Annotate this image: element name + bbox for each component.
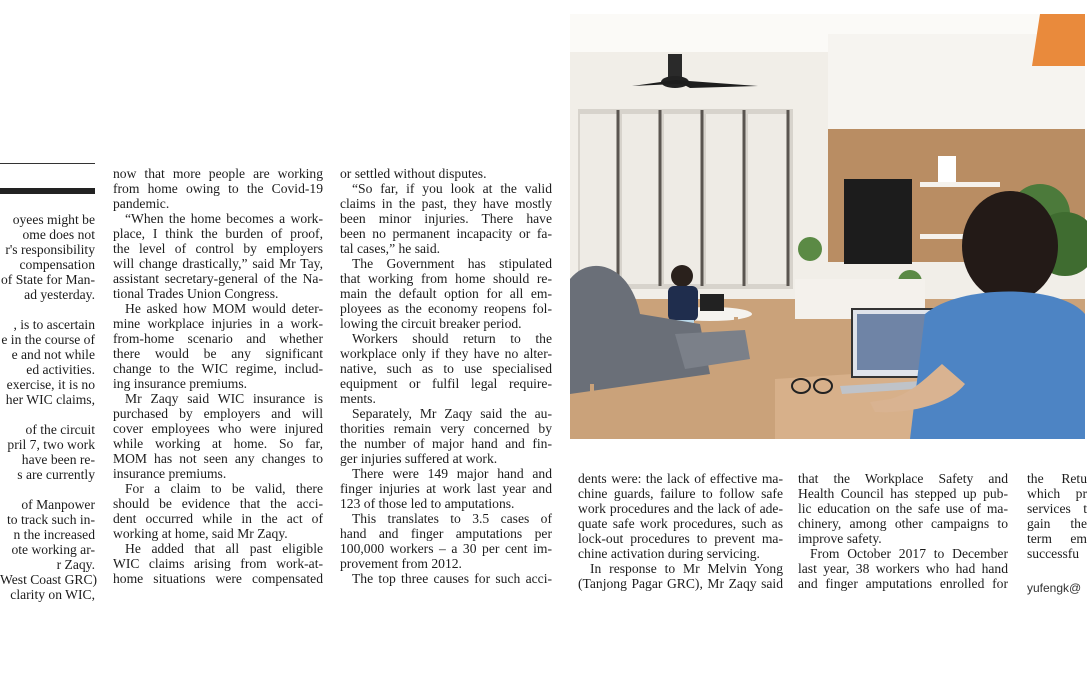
text-line: main the default option for all em- [340,286,552,301]
text-line [0,407,95,422]
text-line: home situations were compensated [113,571,323,586]
text-line: ger injuries suffered at work. [340,451,498,466]
text-line: equipment or fulfil legal require- [340,376,552,391]
text-line: ed activities. [26,362,95,377]
text-line: He added that all past eligible [125,541,323,556]
text-line: This translates to 3.5 cases of [352,511,552,526]
window-blinds [578,109,793,289]
text-line: of Manpower [21,497,95,512]
text-line: For a claim to be valid, there [125,481,323,496]
text-line: improve safety. [798,531,882,546]
text-line: dents were: the lack of effective ma- [578,471,783,486]
text-line: which pr [1027,486,1087,501]
text-line: work procedures and the lack of ade- [578,501,783,516]
text-line: have been re- [21,452,95,467]
shelf [920,234,965,239]
text-line: From October 2017 to December [810,546,1008,561]
text-line: tional Trades Union Congress. [113,286,279,301]
text-line: ote working ar- [11,542,95,557]
text-line: Workers should return to the [352,331,552,346]
text-line: r Zaqy. [56,557,95,572]
text-line: workplace only if they have no alter- [340,346,552,361]
text-line: Mr Zaqy said WIC insurance is [125,391,323,406]
article-column-6 [1027,471,1087,561]
text-line: ployees as the economy reopens fol- [340,301,552,316]
text-line: gain the [1027,516,1087,531]
text-line: West Coast GRC) [0,572,98,587]
text-line: oyees might be [12,212,95,227]
text-line: cover employees who were injured [113,421,323,436]
text-line: provement from 2012. [340,556,462,571]
tablet [700,294,724,311]
text-line: the Retu [1027,471,1087,486]
text-line: quate safe work procedures, such as [578,516,783,531]
text-line: from-home scenario and whether [113,331,323,346]
text-line: claims in the past, they have mostly [340,196,552,211]
text-line: finger injuries at work last year and [340,481,552,496]
text-line: mine workplace injuries in a work- [113,316,323,331]
text-line: “So far, if you look at the valid [352,181,552,196]
text-line: working at home, said Mr Zaqy. [113,526,288,541]
article-column-4 [578,471,783,591]
article-column-2 [113,166,323,586]
text-line: e and not while [11,347,95,362]
text-line: n the increased [13,527,95,542]
text-line: The top three causes for such acci- [352,571,552,586]
text-line: the level of control by employers [113,241,323,256]
text-line: that working from home should re- [340,271,552,286]
text-line: will change drastically,” said Mr Tay, [113,256,323,271]
text-line: dent occurred while in the act of [113,511,323,526]
text-line: been minor injuries. There have [340,211,552,226]
shelf [920,182,1000,187]
text-line: 100,000 workers – a 30 per cent im- [340,541,552,556]
text-line: pandemic. [113,196,170,211]
text-line: lowing the circuit breaker period. [340,316,522,331]
text-line: or settled without disputes. [340,166,487,181]
text-line: 123 of those led to amputations. [340,496,515,511]
text-line [0,482,95,497]
text-line: from home owing to the Covid-19 [113,181,323,196]
text-line: assistant secretary-general of the Na- [113,271,323,286]
text-line: native, such as to use specialised [340,361,552,376]
text-line: of State for Man- [1,272,95,287]
text-line: insurance premiums. [113,466,227,481]
text-line: He asked how MOM would deter- [125,301,323,316]
byline-bar [0,188,95,194]
text-line: e in the course of [1,332,95,347]
text-line: should be evidence that the acci- [113,496,323,511]
article-column-5 [798,471,1008,591]
text-line: hand and finger amputations per [340,526,552,541]
text-line: In response to Mr Melvin Yong [590,561,783,576]
text-line: chine guards, failure to follow safe [578,486,783,501]
byline-email: yufengk@ [1027,581,1082,595]
text-line: chinery, among other campaigns to [798,516,1008,531]
text-line: tal cases,” he said. [340,241,441,256]
text-line: there would be any significant [113,346,323,361]
text-line: ome does not [22,227,95,242]
text-line: successfu [1027,546,1080,561]
text-line: , is to ascertain [13,317,95,332]
birdhouse [938,156,956,182]
text-line: clarity on WIC, [10,587,95,602]
text-line: been no permanent incapacity or fa- [340,226,552,241]
text-line: thorities remain very concerned by [340,421,552,436]
text-line: compensation [19,257,95,272]
text-line: place, I think the burden of proof, [113,226,323,241]
text-line: r's responsibility [5,242,95,257]
text-line: ad yesterday. [24,287,95,302]
text-line: WIC claims arising from work-at- [113,556,323,571]
article-column-3 [340,166,552,586]
text-line: ing insurance premiums. [113,376,248,391]
text-line: ments. [340,391,376,406]
text-line: exercise, it is no [6,377,95,392]
text-line: purchased by employers and will [113,406,323,421]
article-column-1 [0,212,98,602]
text-line: while working at home. So far, [113,436,323,451]
text-line: that the Workplace Safety and [798,471,1008,486]
column-rule [0,163,95,164]
text-line: to track such in- [7,512,95,527]
text-line: lock-out procedures to prevent ma- [578,531,783,546]
text-line: term em [1027,531,1087,546]
text-line: (Tanjong Pagar GRC), Mr Zaqy said [578,576,783,591]
text-line: s are currently [17,467,95,482]
text-line: Separately, Mr Zaqy said the au- [352,406,552,421]
text-line: The Government has stipulated [352,256,552,271]
text-line: last year, 38 workers who had hand [798,561,1008,576]
text-line [0,302,95,317]
text-line: the number of major hand and fin- [340,436,552,451]
text-line: Health Council has stepped up pub- [798,486,1008,501]
text-line: services t [1027,501,1087,516]
text-line: “When the home becomes a work- [125,211,323,226]
text-line: and finger amputations enrolled for [798,576,1008,591]
text-line: chine activation during servicing. [578,546,760,561]
text-line: MOM has not seen any changes to [113,451,323,466]
home-office-photo [570,14,1085,439]
television [844,179,912,264]
text-line: of the circuit [25,422,95,437]
text-line: change to the WIC regime, includ- [113,361,323,376]
article-photo [570,14,1085,439]
text-line: now that more people are working [113,166,323,181]
lamp-icon [1032,14,1085,66]
text-line: lic education on the safe use of ma- [798,501,1008,516]
text-line: pril 7, two work [7,437,95,452]
text-line: her WIC claims, [5,392,95,407]
text-line: There were 149 major hand and [352,466,552,481]
